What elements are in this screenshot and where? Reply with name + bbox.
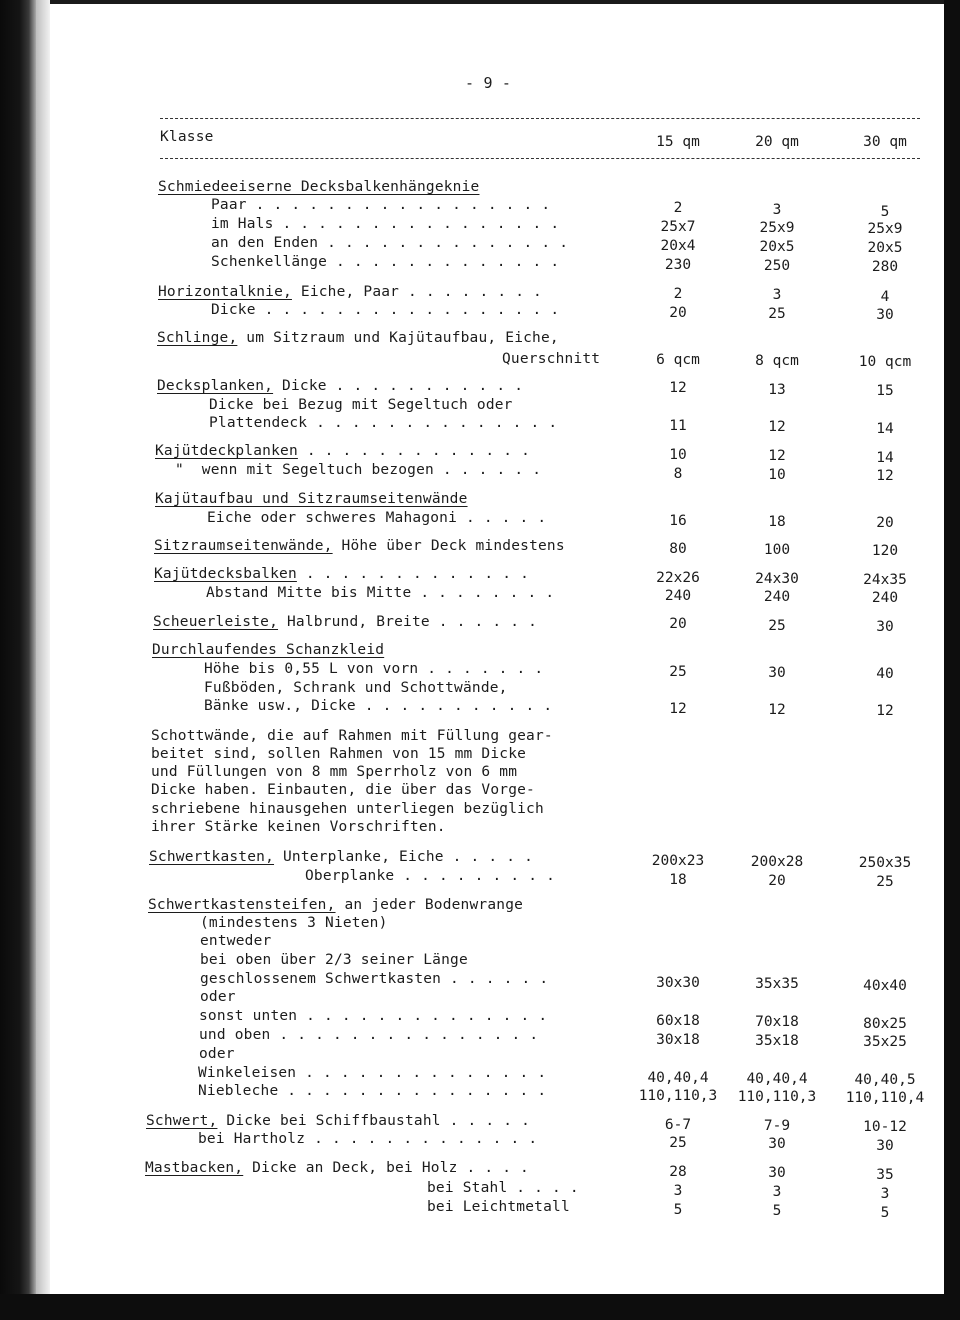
value-15qm: 22x26: [656, 570, 700, 586]
value-20qm: 110,110,3: [737, 1089, 817, 1105]
book-spine-shadow: [0, 0, 36, 1320]
section-title: Kajütdeckplanken: [155, 443, 298, 459]
value-30qm: 12: [876, 468, 894, 484]
row-label: (mindestens 3 Nieten): [200, 915, 388, 931]
value-20qm: 70x18: [755, 1014, 799, 1030]
scan-edge-top: [0, 0, 960, 4]
section-title-rest: Höhe über Deck mindestens: [332, 538, 565, 554]
value-20qm: 25x9: [759, 220, 795, 236]
value-20qm: 200x28: [750, 854, 804, 870]
row-label: Schenkellänge . . . . . . . . . . . . .: [211, 254, 560, 270]
section-title-rest: Unterplanke, Eiche . . . . .: [274, 849, 533, 865]
value-20qm: 3: [772, 287, 782, 303]
value-30qm: 110,110,4: [845, 1090, 925, 1106]
scan-edge-right: [944, 0, 960, 1320]
row-label: Oberplanke . . . . . . . . .: [305, 868, 556, 884]
value-15qm: 60x18: [656, 1013, 700, 1029]
value-30qm: 40: [876, 666, 894, 682]
value-15qm: 20x4: [660, 238, 696, 254]
section-title: Schlinge,: [157, 330, 238, 346]
row-title: [155, 442, 530, 460]
value-30qm: 5: [880, 1205, 890, 1221]
row-label: im Hals . . . . . . . . . . . . . . . .: [211, 216, 560, 232]
section-title-rest: . . . . . . . . . . . . .: [297, 443, 531, 459]
section-title-rest: um Sitzraum und Kajütaufbau, Eiche,: [237, 330, 559, 346]
row-label: Höhe bis 0,55 L von vorn . . . . . . .: [204, 661, 544, 677]
value-20qm: 3: [772, 1184, 782, 1200]
value-15qm: 240: [664, 588, 692, 604]
row-title: [157, 377, 523, 395]
value-30qm: 120: [871, 543, 899, 559]
section-title: Schwertkasten,: [149, 849, 275, 865]
value-30qm: 15: [876, 383, 894, 399]
value-30qm: 3: [880, 1186, 890, 1202]
value-20qm: 100: [763, 542, 791, 558]
paragraph-line: beitet sind, sollen Rahmen von 15 mm Dicke: [151, 746, 527, 762]
value-30qm: 240: [871, 590, 899, 606]
value-30qm: 5: [880, 204, 890, 220]
section-title: Sitzraumseitenwände,: [154, 538, 333, 554]
value-30qm: 14: [876, 421, 894, 437]
row-label: oder: [200, 989, 236, 1005]
value-20qm: 35x18: [755, 1033, 799, 1049]
row-label: Plattendeck . . . . . . . . . . . . . .: [209, 415, 558, 431]
value-30qm: 25: [876, 874, 894, 890]
value-15qm: 8: [673, 466, 683, 482]
row-label: bei oben über 2/3 seiner Länge: [200, 952, 468, 968]
value-20qm: 24x30: [755, 571, 799, 587]
value-15qm: 110,110,3: [638, 1088, 718, 1104]
value-20qm: 5: [772, 1203, 782, 1219]
value-30qm: 10 qcm: [858, 354, 912, 370]
value-15qm: 20: [669, 616, 687, 632]
value-30qm: 30: [876, 619, 894, 635]
row-label: an den Enden . . . . . . . . . . . . . .: [211, 235, 569, 251]
value-30qm: 4: [880, 289, 890, 305]
section-title: Schwertkastensteifen,: [148, 897, 336, 913]
section-title-rest: . . . . . . . . . . . . .: [296, 566, 530, 582]
value-30qm: 80x25: [863, 1016, 907, 1032]
value-30qm: 30: [876, 307, 894, 323]
section-title-rest: Eiche, Paar . . . . . . . .: [291, 284, 542, 300]
row-label: Abstand Mitte bis Mitte . . . . . . . .: [206, 585, 555, 601]
section-title: Horizontalknie,: [158, 284, 292, 300]
value-20qm: 18: [768, 514, 786, 530]
section-title: Schmiedeeiserne Decksbalkenhängeknie: [158, 179, 480, 195]
section-title: Scheuerleiste,: [153, 614, 279, 630]
value-30qm: 25x9: [867, 221, 903, 237]
value-20qm: 12: [768, 419, 786, 435]
row-title: [158, 178, 479, 196]
row-title: [157, 329, 559, 347]
value-15qm: 3: [673, 1183, 683, 1199]
value-15qm: 25: [669, 664, 687, 680]
row-label: bei Hartholz . . . . . . . . . . . . .: [198, 1131, 538, 1147]
value-20qm: 8 qcm: [755, 353, 799, 369]
row-title: [145, 1159, 529, 1177]
value-20qm: 40,40,4: [746, 1071, 808, 1087]
row-label: Paar . . . . . . . . . . . . . . . . .: [211, 197, 551, 213]
value-15qm: 5: [673, 1202, 683, 1218]
paragraph-line: schriebene hinausgehen unterliegen bezüglich: [151, 801, 544, 817]
value-30qm: 35: [876, 1167, 894, 1183]
value-30qm: 20: [876, 515, 894, 531]
row-title: [153, 613, 537, 631]
section-title: Schwert,: [146, 1113, 218, 1129]
row-label: Niebleche . . . . . . . . . . . . . . .: [198, 1083, 547, 1099]
value-15qm: 200x23: [651, 853, 705, 869]
value-30qm: 35x25: [863, 1034, 907, 1050]
value-30qm: 24x35: [863, 572, 907, 588]
row-label: Bänke usw., Dicke . . . . . . . . . . .: [204, 698, 553, 714]
section-title-rest: Halbrund, Breite . . . . . .: [278, 614, 537, 630]
value-15qm: 25: [669, 1135, 687, 1151]
section-title-rest: Dicke . . . . . . . . . . .: [273, 378, 524, 394]
section-title: Durchlaufendes Schanzkleid: [152, 642, 385, 658]
value-20qm: 12: [768, 448, 786, 464]
value-20qm: 7-9: [763, 1118, 791, 1134]
section-title: Kajütdecksbalken: [154, 566, 297, 582]
header-rule-top: [160, 118, 920, 119]
row-title: [152, 641, 384, 659]
value-20qm: 12: [768, 702, 786, 718]
value-30qm: 10-12: [863, 1119, 907, 1135]
row-title: [148, 896, 523, 914]
paragraph-line: Schottwände, die auf Rahmen mit Füllung gear-: [151, 728, 553, 744]
value-15qm: 28: [669, 1164, 687, 1180]
value-15qm: 30x18: [656, 1032, 700, 1048]
value-15qm: 2: [673, 286, 683, 302]
value-15qm: 40,40,4: [647, 1070, 709, 1086]
value-20qm: 20x5: [759, 239, 795, 255]
value-20qm: 30: [768, 665, 786, 681]
row-title: [149, 848, 533, 866]
row-label: oder: [199, 1046, 235, 1062]
scan-edge-bottom: [0, 1294, 960, 1320]
section-title: Mastbacken,: [145, 1160, 244, 1176]
row-label: geschlossenem Schwertkasten . . . . . .: [200, 971, 549, 987]
value-30qm: 40,40,5: [854, 1072, 916, 1088]
value-20qm: 240: [763, 589, 791, 605]
header-rule-bottom: [160, 158, 920, 159]
value-15qm: 6 qcm: [656, 352, 700, 368]
row-label: Querschnitt: [502, 351, 601, 367]
paragraph-line: und Füllungen von 8 mm Sperrholz von 6 mm: [151, 764, 518, 780]
value-20qm: 10: [768, 467, 786, 483]
header-col-20qm: 20 qm: [755, 134, 799, 150]
value-20qm: 13: [768, 382, 786, 398]
row-title: [154, 565, 529, 583]
value-20qm: 3: [772, 202, 782, 218]
value-15qm: 11: [669, 418, 687, 434]
row-label: Eiche oder schweres Mahagoni . . . . .: [207, 510, 547, 526]
value-15qm: 10: [669, 447, 687, 463]
row-label: Winkeleisen . . . . . . . . . . . . . .: [198, 1065, 547, 1081]
row-label: Dicke . . . . . . . . . . . . . . . . .: [211, 302, 560, 318]
section-title: Kajütaufbau und Sitzraumseitenwände: [155, 491, 468, 507]
row-label: Dicke bei Bezug mit Segeltuch oder: [209, 397, 513, 413]
value-30qm: 250x35: [858, 855, 912, 871]
row-label: Fußböden, Schrank und Schottwände,: [204, 680, 508, 696]
value-20qm: 25: [768, 306, 786, 322]
row-label: bei Leichtmetall: [427, 1199, 570, 1215]
value-30qm: 14: [876, 450, 894, 466]
row-title: [154, 537, 565, 555]
section-title-rest: an jeder Bodenwrange: [335, 897, 524, 913]
paragraph-line: Dicke haben. Einbauten, die über das Vorge-: [151, 782, 535, 798]
row-label: bei Stahl . . . .: [427, 1180, 579, 1196]
section-title-rest: Dicke bei Schiffbaustahl . . . . .: [217, 1113, 530, 1129]
value-15qm: 2: [673, 200, 683, 216]
row-title: [155, 490, 468, 508]
value-15qm: 12: [669, 380, 687, 396]
value-30qm: 20x5: [867, 240, 903, 256]
value-20qm: 30: [768, 1165, 786, 1181]
value-30qm: 40x40: [863, 978, 907, 994]
header-klasse: Klasse: [160, 129, 214, 145]
value-15qm: 12: [669, 701, 687, 717]
value-15qm: 80: [669, 541, 687, 557]
row-title: [158, 283, 542, 301]
value-15qm: 25x7: [660, 219, 696, 235]
value-15qm: 20: [669, 305, 687, 321]
row-label: entweder: [200, 933, 272, 949]
paragraph-line: ihrer Stärke keinen Vorschriften.: [151, 819, 446, 835]
value-30qm: 30: [876, 1138, 894, 1154]
value-15qm: 6-7: [664, 1117, 692, 1133]
row-label: " wenn mit Segeltuch bezogen . . . . . .: [175, 462, 542, 478]
value-20qm: 25: [768, 618, 786, 634]
value-30qm: 12: [876, 703, 894, 719]
value-15qm: 30x30: [656, 975, 700, 991]
value-15qm: 18: [669, 872, 687, 888]
value-20qm: 35x35: [755, 976, 799, 992]
row-label: sonst unten . . . . . . . . . . . . . .: [199, 1008, 548, 1024]
header-col-15qm: 15 qm: [656, 134, 700, 150]
value-20qm: 250: [763, 258, 791, 274]
value-30qm: 280: [871, 259, 899, 275]
row-label: und oben . . . . . . . . . . . . . . .: [199, 1027, 539, 1043]
section-title-rest: Dicke an Deck, bei Holz . . . .: [243, 1160, 529, 1176]
header-col-30qm: 30 qm: [863, 134, 907, 150]
value-20qm: 30: [768, 1136, 786, 1152]
row-title: [146, 1112, 530, 1130]
page-curl-shadow: [36, 0, 50, 1320]
value-15qm: 230: [664, 257, 692, 273]
value-15qm: 16: [669, 513, 687, 529]
section-title: Decksplanken,: [157, 378, 274, 394]
page-number: - 9 -: [465, 74, 512, 92]
value-20qm: 20: [768, 873, 786, 889]
